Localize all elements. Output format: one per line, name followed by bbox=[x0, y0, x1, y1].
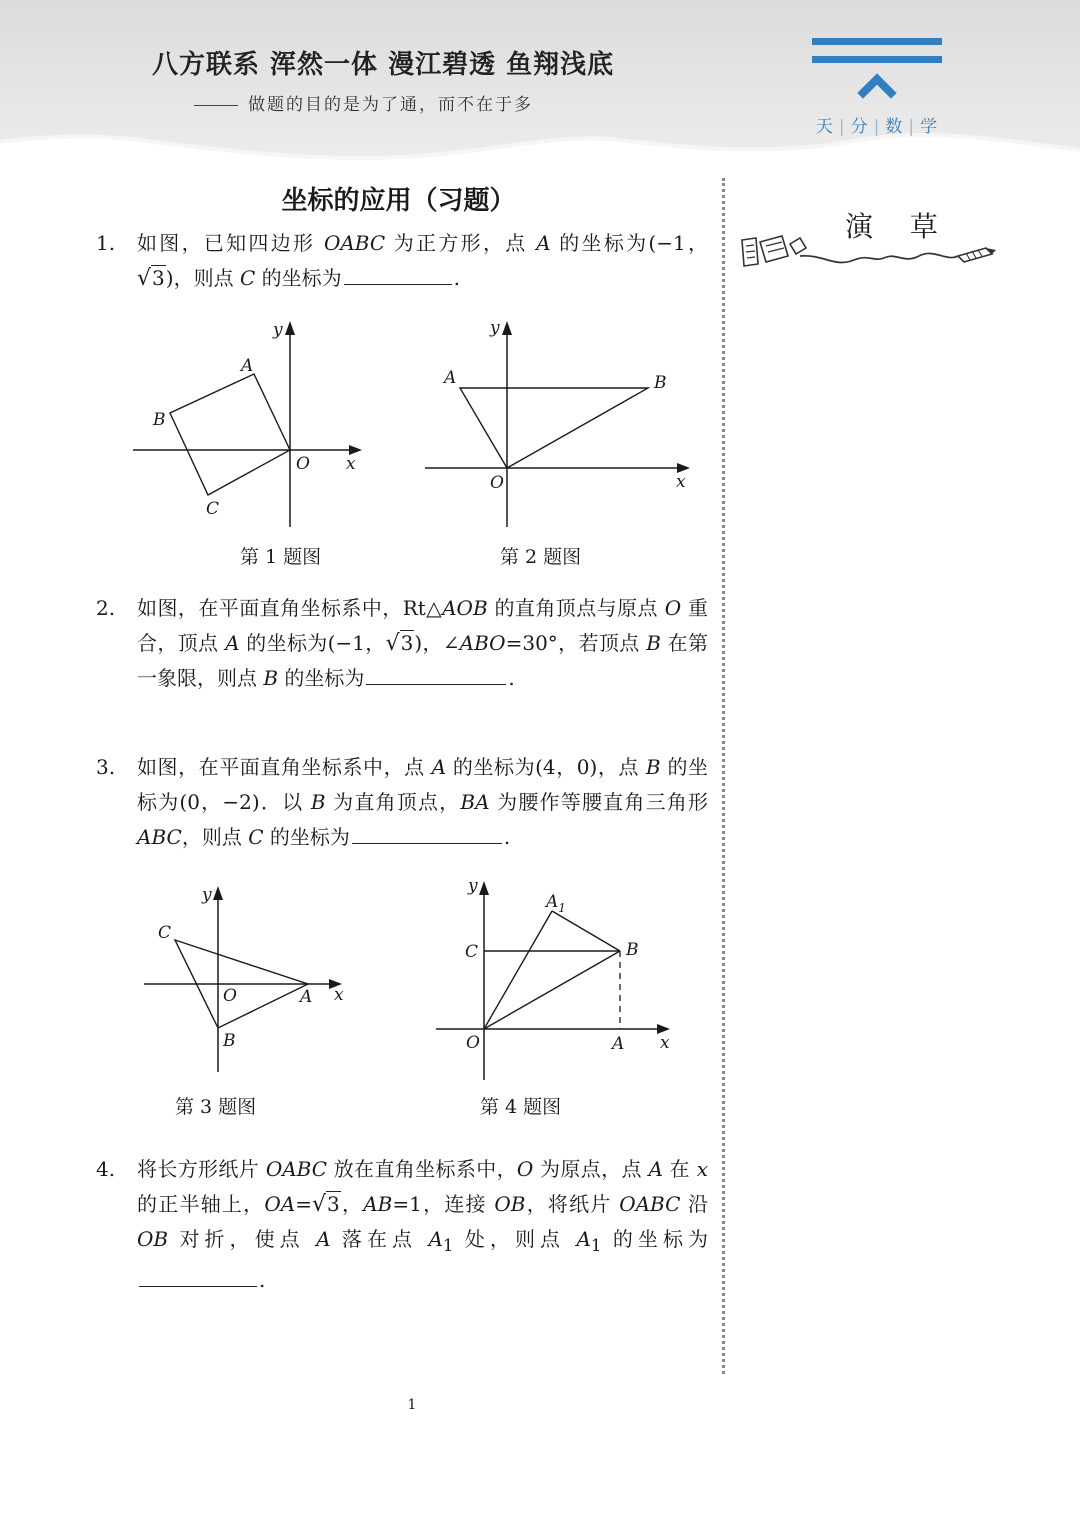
label-C: C bbox=[206, 499, 220, 519]
label-x: x bbox=[660, 1033, 670, 1053]
label-B: B bbox=[654, 373, 667, 393]
label-O: O bbox=[466, 1033, 480, 1053]
sqrt-symbol: √3 bbox=[137, 266, 165, 291]
page-number: 1 bbox=[407, 1397, 417, 1413]
brand-separator: | bbox=[873, 117, 881, 137]
answer-blank[interactable] bbox=[366, 662, 506, 685]
brand-separator: | bbox=[838, 117, 846, 137]
question-4 bbox=[96, 1152, 708, 1298]
brand-char: 天 bbox=[815, 117, 834, 137]
draft-area-title: 演 草 bbox=[845, 210, 952, 243]
brand-char: 学 bbox=[920, 117, 939, 137]
figure-1-diagram bbox=[130, 315, 370, 535]
label-y: y bbox=[202, 885, 212, 905]
figure-2-diagram bbox=[420, 315, 700, 535]
brand-char: 分 bbox=[850, 117, 869, 137]
figure-1-caption: 第 1 题图 bbox=[240, 546, 322, 568]
question-number: 2. bbox=[96, 596, 116, 620]
label-B: B bbox=[153, 410, 166, 430]
figure-1 bbox=[130, 315, 370, 535]
question-2 bbox=[96, 591, 708, 696]
label-y: y bbox=[273, 320, 283, 340]
figure-3-caption: 第 3 题图 bbox=[175, 1096, 257, 1118]
question-number: 3. bbox=[96, 755, 116, 779]
label-C: C bbox=[158, 923, 172, 943]
question-number: 4. bbox=[96, 1157, 116, 1181]
sqrt-symbol: √3 bbox=[312, 1192, 340, 1217]
label-A: A bbox=[612, 1034, 625, 1054]
label-A: A bbox=[444, 368, 457, 388]
label-O: O bbox=[296, 454, 310, 474]
figure-2-caption: 第 2 题图 bbox=[500, 546, 582, 568]
label-y: y bbox=[490, 318, 500, 338]
motto-dash bbox=[194, 105, 238, 106]
page-title: 坐标的应用（习题） bbox=[281, 186, 516, 216]
answer-blank[interactable] bbox=[344, 262, 452, 285]
figure-4-caption: 第 4 题图 bbox=[480, 1096, 562, 1118]
answer-blank[interactable] bbox=[139, 1264, 257, 1287]
brand-text bbox=[810, 112, 944, 137]
question-text: 如图，在平面直角坐标系中，Rt△AOB 的直角顶点与原点 O 重合，顶点 A 的坐标为(−1，√3)，∠ABO=30°，若顶点 B 在第一象限，则点 B 的坐标为 . bbox=[137, 596, 709, 690]
label-B: B bbox=[223, 1031, 236, 1051]
figure-3-diagram bbox=[140, 880, 360, 1080]
label-y: y bbox=[468, 876, 478, 896]
label-B: B bbox=[626, 940, 639, 960]
question-text: 如图，已知四边形 OABC 为正方形，点 A 的坐标为(−1，√3)，则点 C 的坐标为 . bbox=[137, 231, 708, 291]
question-text: 将长方形纸片 OABC 放在直角坐标系中，O 为原点，点 A 在 x 的正半轴上，OA=√3，AB=1，连接 OB，将纸片 OABC 沿 OB 对折，使点 A 落在点 $A_1$ 处，则点 $A_1$ 的坐标为. bbox=[137, 1157, 709, 1292]
label-x: x bbox=[676, 472, 686, 492]
figure-4-diagram bbox=[430, 875, 690, 1085]
label-A1: $A_1$ bbox=[546, 892, 566, 915]
figure-3 bbox=[140, 880, 360, 1080]
header-motto bbox=[194, 90, 533, 115]
figure-2 bbox=[420, 315, 700, 535]
label-x: x bbox=[334, 985, 344, 1005]
motto-text: 做题的目的是为了通，而不在于多 bbox=[248, 95, 533, 115]
label-C: C bbox=[465, 942, 479, 962]
brand-separator: | bbox=[908, 117, 916, 137]
column-divider bbox=[722, 178, 725, 1374]
pen-scribble-icon bbox=[734, 226, 1004, 276]
label-A: A bbox=[241, 356, 254, 376]
question-3 bbox=[96, 750, 708, 855]
label-O: O bbox=[490, 473, 504, 493]
label-x: x bbox=[346, 454, 356, 474]
header-slogan: 八方联系 浑然一体 漫江碧透 鱼翔浅底 bbox=[152, 50, 615, 80]
figure-4 bbox=[430, 875, 690, 1085]
question-1 bbox=[96, 226, 708, 296]
label-O: O bbox=[223, 986, 237, 1006]
question-text: 如图，在平面直角坐标系中，点 A 的坐标为(4，0)，点 B 的坐标为(0，−2)．以 B 为直角顶点，BA 为腰作等腰直角三角形 ABC，则点 C 的坐标为 . bbox=[137, 755, 709, 849]
label-A: A bbox=[300, 987, 313, 1007]
sqrt-symbol: √3 bbox=[385, 631, 414, 656]
question-number: 1. bbox=[96, 231, 116, 255]
answer-blank[interactable] bbox=[352, 821, 502, 844]
brand-char: 数 bbox=[885, 117, 904, 137]
